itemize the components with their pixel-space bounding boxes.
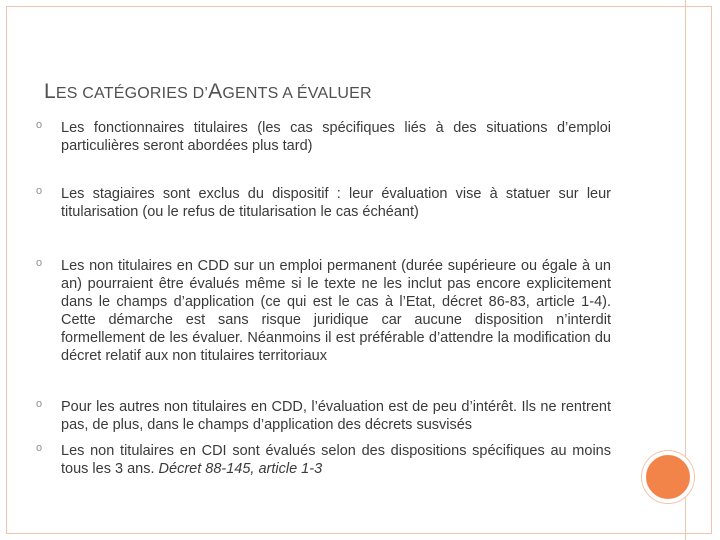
slide-title: LES CATÉGORIES D’AGENTS A ÉVALUER bbox=[44, 80, 372, 103]
bullet-text: Les non titulaires en CDI sont évalués selon des dispositions spécifiques au moins tous les 3 ans. Décret 88-145, article 1-3 bbox=[61, 443, 611, 477]
list-item bbox=[36, 398, 611, 434]
list-item bbox=[36, 257, 611, 365]
bullet-text: Les stagiaires sont exclus du dispositif : leur évaluation vise à statuer sur leur titularisation (ou le refus de titularisation le cas échéant) bbox=[61, 186, 611, 220]
list-item bbox=[36, 119, 611, 155]
bullet-text: Les fonctionnaires titulaires (les cas spécifiques liés à des situations d’emploi particulières seront abordées plus tard) bbox=[61, 120, 611, 154]
bullet-marker: o bbox=[36, 185, 43, 197]
list-item bbox=[36, 185, 611, 221]
decree-reference: Décret 88-145, article 1-3 bbox=[158, 461, 323, 477]
bullet-text: Pour les autres non titulaires en CDD, l’évaluation est de peu d’intérêt. Ils ne rentrent pas, de plus, dans le champs d’application des décrets susvisés bbox=[61, 399, 611, 433]
bullet-marker: o bbox=[36, 398, 43, 410]
decorative-orange-circle bbox=[642, 451, 694, 503]
list-item bbox=[36, 442, 611, 478]
bullet-marker: o bbox=[36, 257, 43, 269]
bullet-marker: o bbox=[36, 442, 43, 454]
bullet-marker: o bbox=[36, 119, 43, 131]
bullet-text: Les non titulaires en CDD sur un emploi permanent (durée supérieure ou égale à un an) pourraient être évalués même si le texte ne les inclut pas encore explicitement dans le champs d’application (ce qui est le cas à l’Etat, décret 86-83, article 1-4). Cette démarche est sans risque juridique car aucune disposition n’interdit formellement de les évaluer. Néanmoins il est préférable d’attendre la modification du décret relatif aux non titulaires territoriaux bbox=[61, 258, 611, 364]
